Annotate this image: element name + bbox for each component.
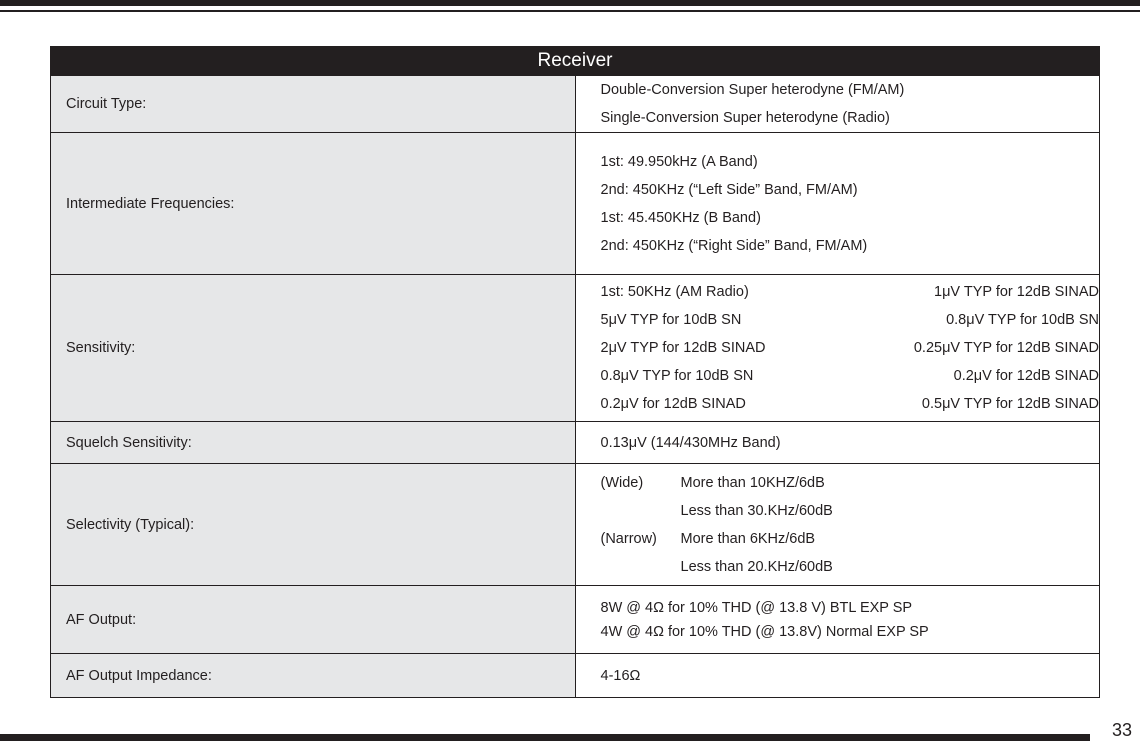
value-line: Double-Conversion Super heterodyne (FM/AM) <box>600 82 905 98</box>
selectivity-wide-label: (Wide) <box>600 474 644 491</box>
value-line: 4W @ 4Ω for 10% THD (@ 13.8V) Normal EXP SP <box>600 623 929 640</box>
receiver-spec-table <box>50 46 1100 698</box>
sensitivity-line <box>601 390 1100 418</box>
table-header-row <box>51 47 1100 76</box>
value-line: 4-16Ω <box>600 667 641 684</box>
sensitivity-right: 0.2μV for 12dB SINAD <box>953 368 1099 384</box>
row-label: Sensitivity: <box>51 275 576 422</box>
sensitivity-left: 0.8μV TYP for 10dB SN <box>600 368 754 384</box>
sensitivity-left: 0.2μV for 12dB SINAD <box>600 396 746 412</box>
sensitivity-left: 2μV TYP for 12dB SINAD <box>600 340 766 356</box>
sensitivity-right: 0.5μV TYP for 12dB SINAD <box>921 396 1099 412</box>
page-number: 33 <box>1112 720 1133 740</box>
row-value <box>575 464 1100 586</box>
row-value <box>575 654 1100 698</box>
spec-row-squelch-sensitivity <box>51 422 1100 464</box>
selectivity-narrow-label: (Narrow) <box>600 530 657 547</box>
row-value <box>575 275 1100 422</box>
selectivity-narrow-value: More than 6KHz/6dB <box>680 530 816 547</box>
spec-row-af-output <box>51 586 1100 654</box>
spec-row-af-output-impedance <box>51 654 1100 698</box>
sensitivity-right: 0.25μV TYP for 12dB SINAD <box>913 340 1099 356</box>
row-label: AF Output Impedance: <box>51 654 576 698</box>
sensitivity-line <box>601 278 1100 306</box>
selectivity-wide-line-2: Less than 30.KHz/60dB <box>680 502 833 519</box>
top-rule-thick <box>0 0 1140 6</box>
row-label: Selectivity (Typical): <box>51 464 576 586</box>
spec-row-selectivity <box>51 464 1100 586</box>
row-value <box>575 586 1100 654</box>
value-line: 8W @ 4Ω for 10% THD (@ 13.8 V) BTL EXP SP <box>600 599 913 616</box>
spec-row-circuit-type <box>51 76 1100 133</box>
spec-row-intermediate-frequencies <box>51 133 1100 275</box>
spec-row-sensitivity <box>51 275 1100 422</box>
sensitivity-line <box>601 362 1100 390</box>
sensitivity-line <box>601 306 1100 334</box>
table-title: Receiver <box>51 47 1100 76</box>
row-label: Circuit Type: <box>51 76 576 133</box>
row-value <box>575 133 1100 275</box>
sensitivity-right: 0.8μV TYP for 10dB SN <box>946 312 1099 328</box>
row-value <box>575 76 1100 133</box>
selectivity-wide-line <box>601 469 1100 497</box>
value-line: 2nd: 450KHz (“Left Side” Band, FM/AM) <box>600 181 858 198</box>
sensitivity-left: 5μV TYP for 10dB SN <box>600 312 742 328</box>
row-label: Squelch Sensitivity: <box>51 422 576 464</box>
value-line: 0.13μV (144/430MHz Band) <box>600 434 781 451</box>
value-line: Single-Conversion Super heterodyne (Radio) <box>600 110 890 126</box>
selectivity-wide-value: More than 10KHZ/6dB <box>680 474 825 491</box>
selectivity-narrow-line <box>601 525 1100 553</box>
sensitivity-right: 1μV TYP for 12dB SINAD <box>934 284 1099 300</box>
sensitivity-left: 1st: 50KHz (AM Radio) <box>600 284 749 300</box>
value-line: 1st: 45.450KHz (B Band) <box>600 209 761 226</box>
sensitivity-line <box>601 334 1100 362</box>
value-line: 2nd: 450KHz (“Right Side” Band, FM/AM) <box>600 237 868 254</box>
row-value <box>575 422 1100 464</box>
selectivity-narrow-line-2: Less than 20.KHz/60dB <box>680 558 833 575</box>
row-label: Intermediate Frequencies: <box>51 133 576 275</box>
value-line: 1st: 49.950kHz (A Band) <box>600 153 758 170</box>
row-label: AF Output: <box>51 586 576 654</box>
top-rule-thin <box>0 10 1140 12</box>
bottom-rule <box>0 734 1090 741</box>
